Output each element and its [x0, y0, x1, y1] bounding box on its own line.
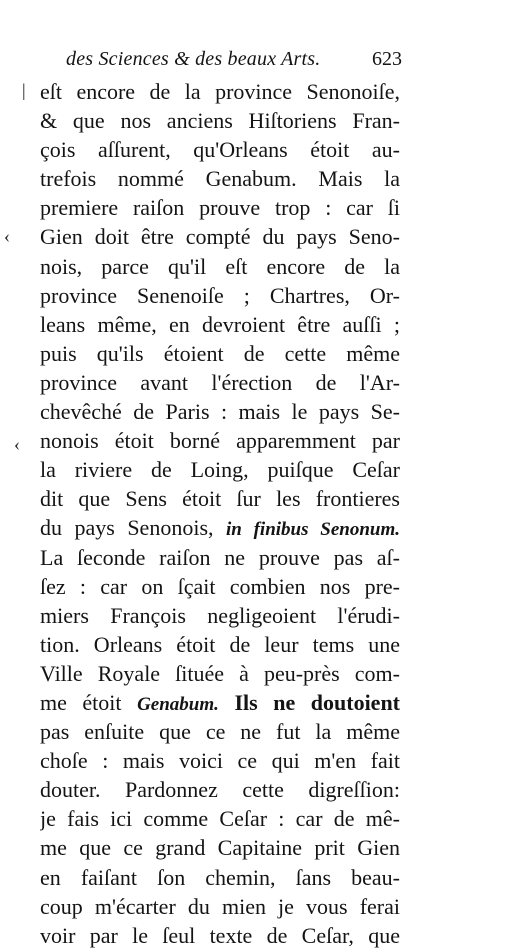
text-line: la riviere de Loing, puiſque Ceſar — [40, 457, 400, 483]
text-line: & que nos anciens Hiſtoriens Fran- — [40, 108, 400, 134]
text-line: province Senenoiſe ; Chartres, Or- — [40, 282, 400, 308]
text-line: dit que Sens étoit ſur les frontieres — [40, 486, 400, 512]
text-line: je fais ici comme Ceſar : car de mê- — [40, 806, 400, 832]
text-line: Ville Royale ſituée à peu-près com- — [40, 660, 400, 686]
text-line: premiere raiſon prouve trop : car ſi — [40, 195, 400, 221]
running-title: des Sciences & des beaux Arts. — [66, 48, 321, 70]
text-line: coup m'écarter du mien je vous ferai — [40, 893, 400, 919]
text-line: pas enſuite que ce ne fut la même — [40, 719, 400, 745]
text-line: douter. Pardonnez cette digreſſion: — [40, 777, 400, 803]
text-line: ſez : car on ſçait combien nos pre- — [40, 573, 400, 599]
text-line: çois aſſurent, qu'Orleans étoit au- — [40, 137, 400, 163]
text-line: tion. Orleans étoit de leur tems une — [40, 631, 400, 657]
text-line: en faiſant ſon chemin, ſans beau- — [40, 864, 400, 890]
text-line: puis qu'ils étoient de cette même — [40, 340, 400, 366]
italic-phrase: in finibus Senonum. — [226, 519, 400, 541]
text-line: province avant l'érection de l'Ar- — [40, 369, 400, 395]
text-line: eſt encore de la province Senonoiſe, — [40, 79, 400, 104]
page-number: 623 — [372, 48, 402, 70]
text-line: trefois nommé Genabum. Mais la — [40, 166, 400, 192]
text-line: me que ce grand Capitaine prit Gien — [40, 835, 400, 861]
text-line: miers François negligeoient l'érudi- — [40, 602, 400, 628]
text-line: nonois étoit borné apparemment par — [40, 428, 400, 454]
text-line: nois, parce qu'il eſt encore de la — [40, 253, 400, 279]
text-line: du pays Senonois, in finibus Senonum. — [40, 515, 400, 541]
bold-phrase: Ils ne doutoient — [234, 689, 400, 715]
text-line: La ſeconde raiſon ne prouve pas aſ- — [40, 544, 400, 570]
margin-mark: ‹ — [4, 226, 10, 246]
text-line: chevêché de Paris : mais le pays Se- — [40, 399, 400, 425]
running-header — [66, 48, 402, 78]
text-line: leans même, en devroient être auſſi ; — [40, 311, 400, 337]
text-line: Gien doit être compté du pays Seno- — [40, 224, 400, 250]
italic-phrase: Genabum. — [137, 693, 219, 715]
text-line: voir par le ſeul texte de Ceſar, que — [40, 922, 400, 948]
margin-mark: | — [22, 80, 26, 100]
text-line: me étoit Genabum. Ils ne doutoient — [40, 689, 400, 715]
body-text — [40, 77, 400, 950]
margin-mark: ‹ — [14, 434, 20, 454]
text-line: choſe : mais voici ce qui m'en fait — [40, 748, 400, 774]
